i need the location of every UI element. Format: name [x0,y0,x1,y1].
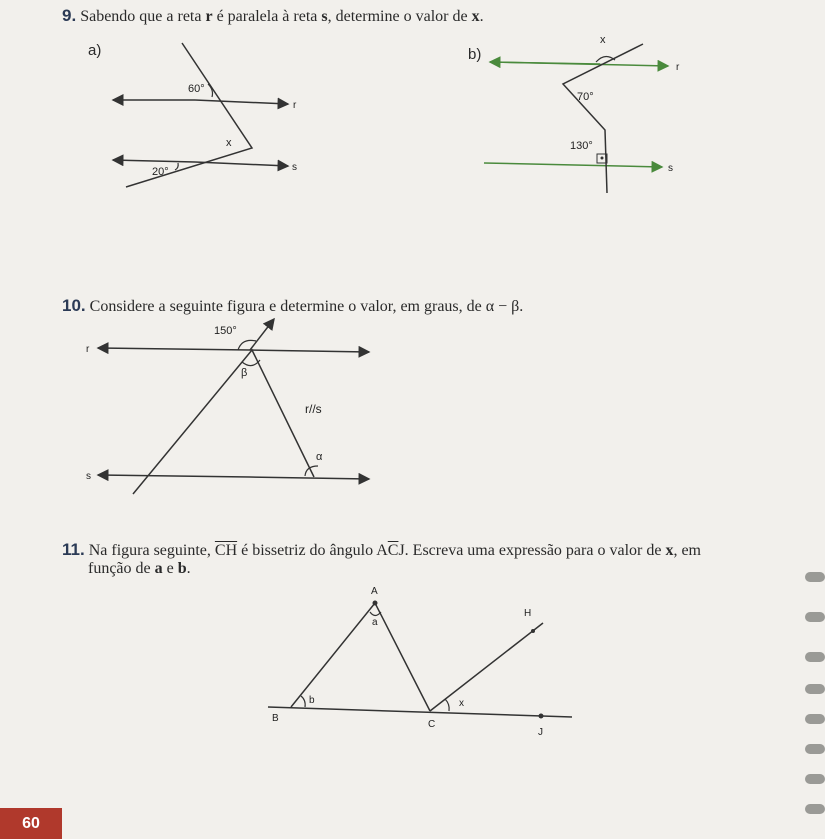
q9-s: s [321,8,328,25]
q10-line-s [98,475,250,477]
q11-statement-line1 [62,540,701,561]
q11-text-pre: Na figura seguinte, [88,542,215,559]
q9-x: x [471,8,480,25]
q10-line-r-right [250,350,369,352]
q11-arc-b [301,696,305,707]
q11-base-line [268,707,572,717]
q10-beta: β [241,367,248,379]
q9b-transversal [563,44,643,193]
q11-text-mid: é bissetriz do ângulo A [237,542,388,559]
q11-angle-b: b [309,695,315,706]
q9a-transversal [126,43,252,187]
q9a-arc-60 [208,84,213,97]
q9b-x: x [600,34,606,46]
q11-point-J [539,714,544,719]
q11-arc-x [445,699,449,711]
q9a-label: a) [88,42,102,59]
q10-alpha: α [316,451,323,463]
binding-ring [805,744,825,754]
q11-label-C: C [428,719,436,730]
binding-ring [805,714,825,724]
q11-x: x [665,542,674,559]
q10-transversal [133,350,314,494]
q10-parallel: r//s [305,402,322,416]
q11-angle-x: x [459,698,464,709]
q11-and: e [162,560,178,577]
q11-text-post: J. Escreva uma expressão para o valor de [398,542,666,559]
binding-ring [805,774,825,784]
q11-statement-line2 [88,559,191,579]
q9b-line-r-left [490,62,600,64]
q10-number: 10. [62,296,86,315]
q10-line-s-right [250,477,369,479]
q10-line-r [98,348,250,350]
q10-upper-segment [250,319,274,350]
binding-ring [805,804,825,814]
binding-ring [805,612,825,622]
q9b-angle-130: 130° [570,140,593,152]
q11-label-J: J [538,727,543,738]
q9a-x: x [226,137,232,149]
q11-text-end: , em [673,542,701,559]
q9b-label: b) [468,46,482,63]
q11-label-A: A [371,586,378,597]
q9a-arc-20 [175,163,178,170]
q11-line2-end: . [186,560,191,577]
q9a-line-s [113,160,195,162]
q11-vertex: $\overline{C}$ [387,542,399,559]
q10-angle-150: 150° [214,325,237,337]
q9a-r: r [293,100,297,111]
q11-point-A [373,601,378,606]
q10-text: Considere a seguinte figura e determine o valor, em graus, de α − β. [89,298,524,315]
q10-statement [62,296,523,317]
q11-label-B: B [272,713,279,724]
q9-end: . [479,8,484,25]
q9b-angle-70: 70° [577,91,594,103]
q9a-angle-20: 20° [152,166,169,178]
q11-label-H: H [524,608,532,619]
q10-r: r [86,344,90,355]
q10-s: s [86,471,91,482]
binding-ring [805,572,825,582]
q9a-line-r-right [195,100,288,104]
q11-point-H [531,629,535,633]
q9-text-post: , determine o valor de [327,8,472,25]
q9-r: r [205,8,213,25]
q11-number: 11. [62,540,85,559]
binding-ring [805,652,825,662]
q9b-r: r [676,62,680,73]
q11-b: b [177,560,187,577]
q9b-s: s [668,163,673,174]
q11-a: a [154,560,163,577]
q11-segment: $\overline{CH}$ [214,542,238,559]
q9a-s: s [292,162,297,173]
q11-bisector [430,623,543,711]
q11-line2-pre: função de [88,560,155,577]
binding-ring [805,684,825,694]
q11-angle-a: a [372,617,378,628]
q9a-angle-60: 60° [188,83,205,95]
q9-text-mid: é paralela à reta [212,8,322,25]
q9-text-pre: Sabendo que a reta [80,8,206,25]
page-number: 60 [0,808,62,839]
q9-number: 9. [62,6,77,25]
q9a-line-s-right [195,162,288,166]
q9b-line-s [484,163,662,167]
